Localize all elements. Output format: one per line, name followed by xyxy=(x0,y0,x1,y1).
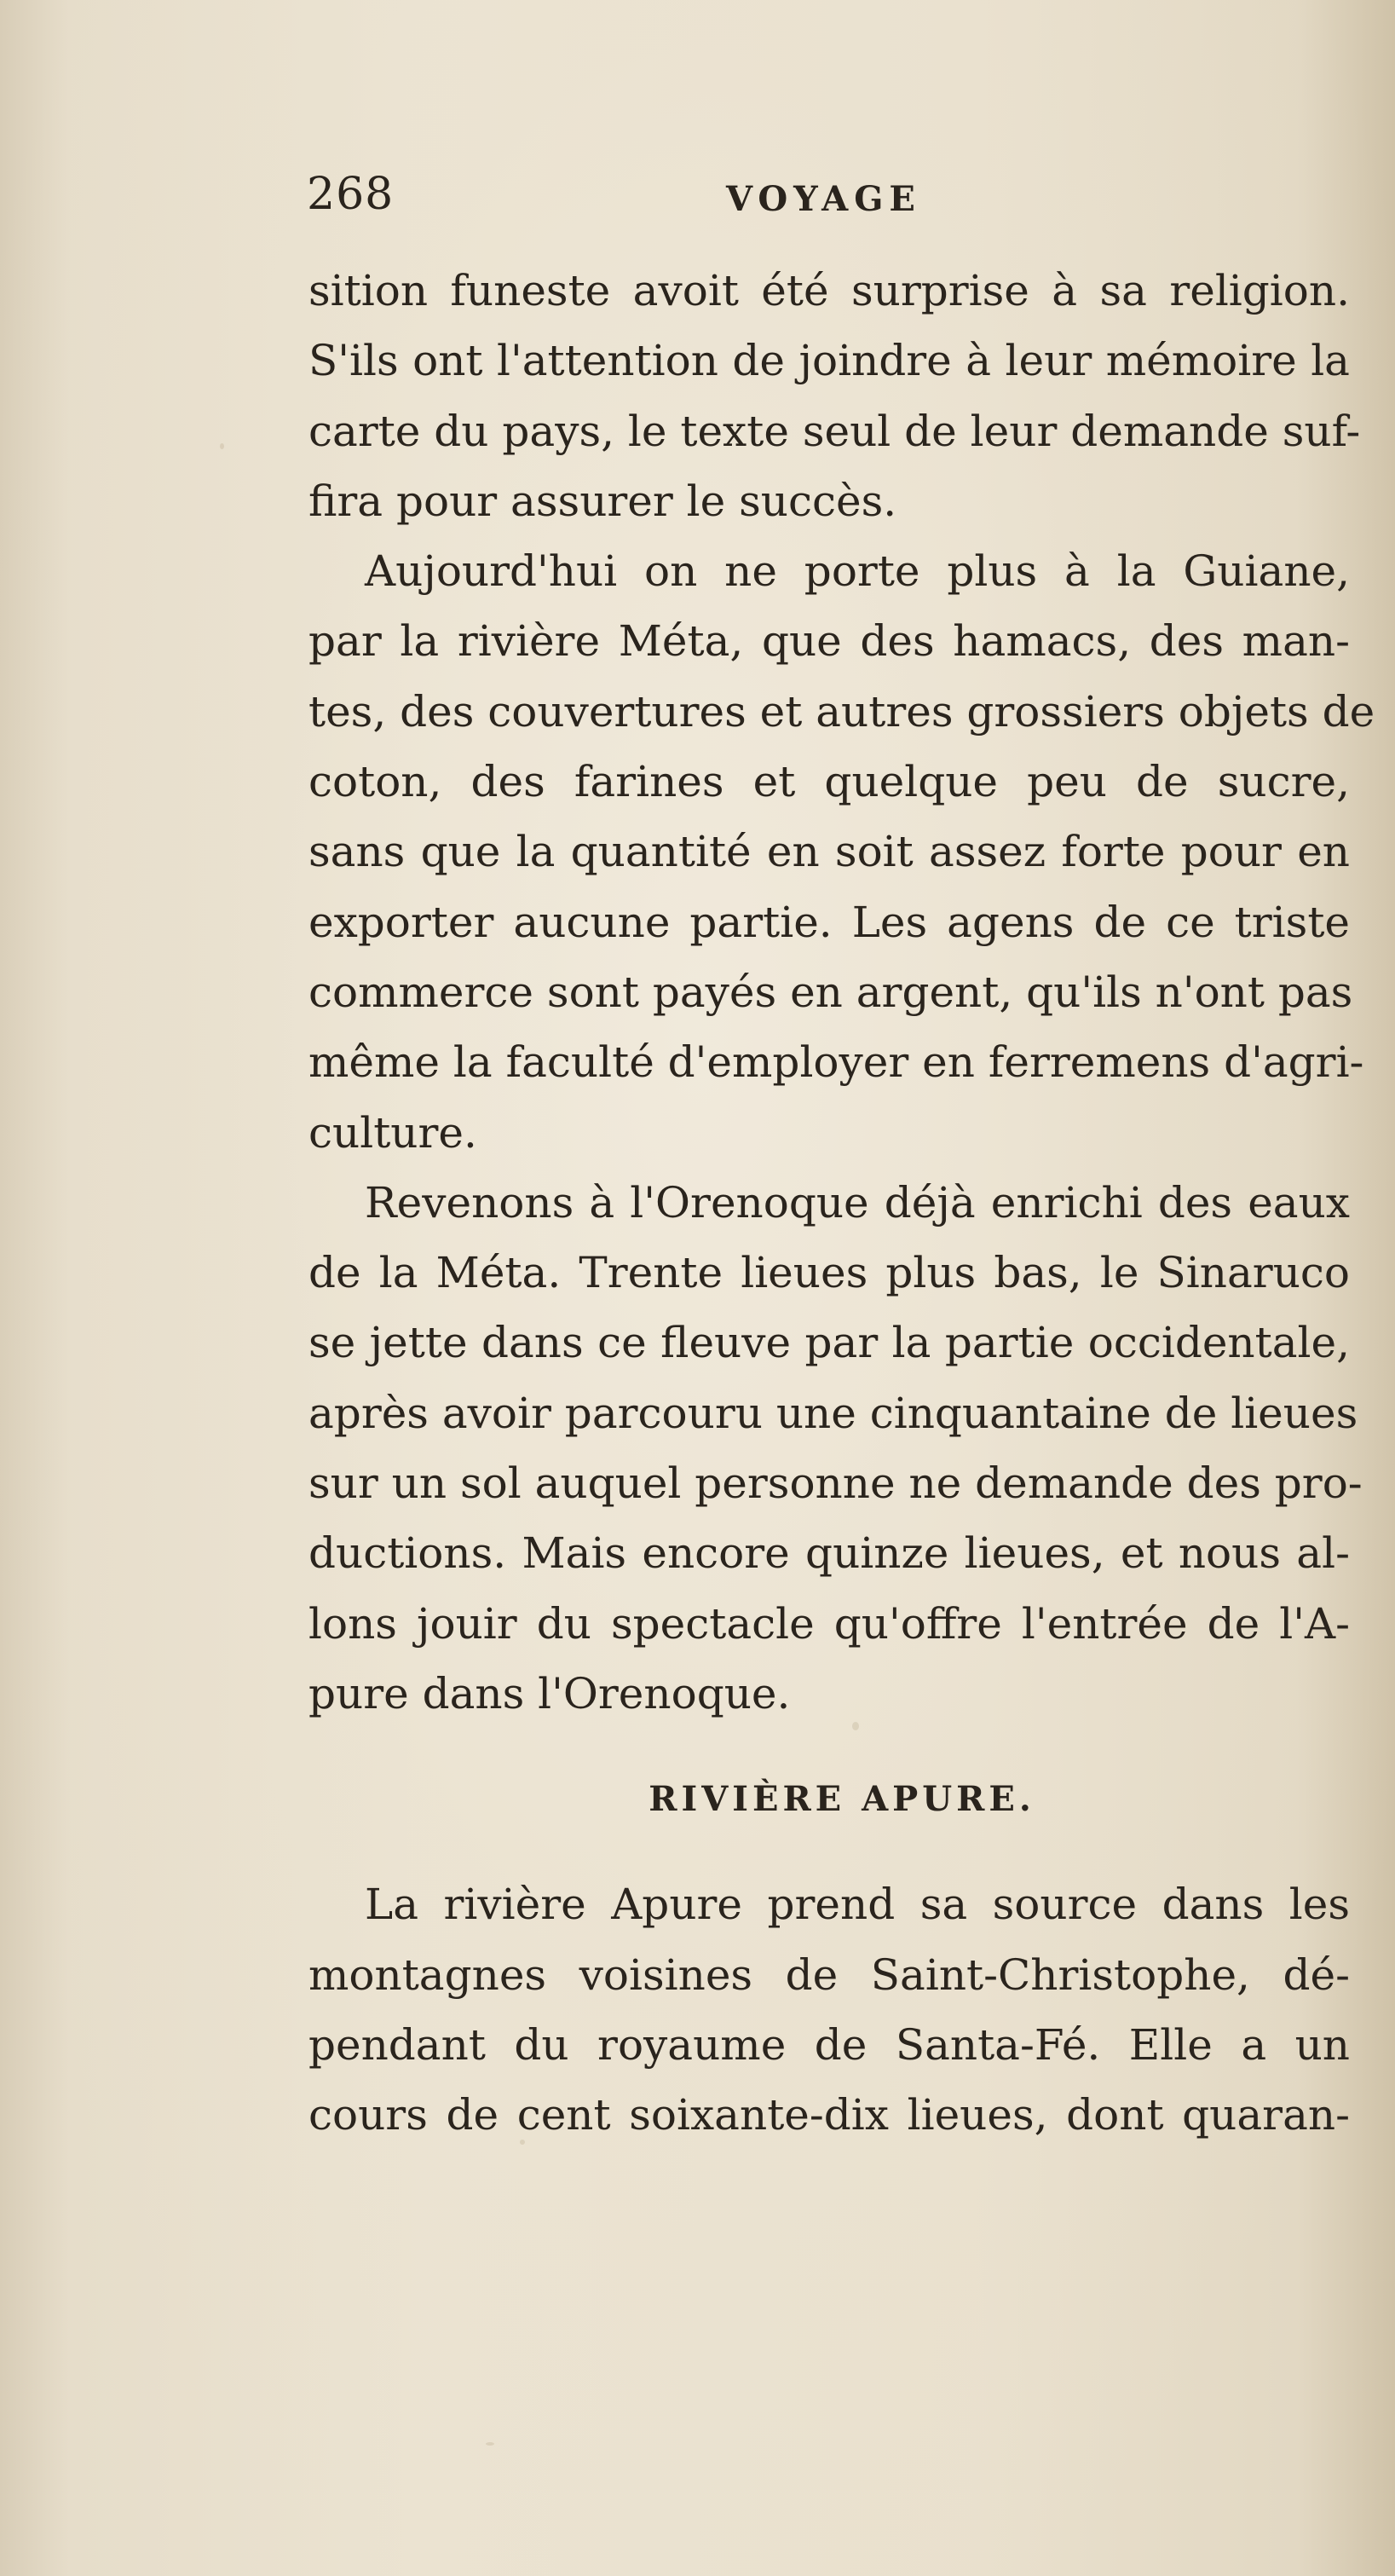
paragraph-4 xyxy=(308,1869,1350,2150)
text-line: sition funeste avoit été surprise à sa religion. xyxy=(308,266,1350,315)
text-line: même la faculté d'employer en ferremens d'agri- xyxy=(308,1037,1364,1088)
foxing-spot xyxy=(486,2442,494,2446)
paragraph-1 xyxy=(308,256,1361,536)
text-line: commerce sont payés en argent, qu'ils n'ont pas xyxy=(308,967,1353,1017)
text-line: de la Méta. Trente lieues plus bas, le Sinaruco xyxy=(308,1248,1350,1298)
text-line: sur un sol auquel personne ne demande des pro- xyxy=(308,1458,1363,1509)
text-line: sans que la quantité en soit assez forte pour en xyxy=(308,827,1350,877)
page-number: 268 xyxy=(307,169,395,220)
body-text xyxy=(308,256,1375,2150)
text-line: S'ils ont l'attention de joindre à leur mémoire la xyxy=(308,336,1350,386)
paragraph-3 xyxy=(308,1168,1363,1729)
foxing-spot xyxy=(220,443,224,449)
text-line: se jette dans ce fleuve par la partie occidentale, xyxy=(308,1318,1350,1368)
paragraph-2 xyxy=(308,536,1375,1168)
page-header xyxy=(307,169,1329,228)
text-line: pure dans l'Orenoque. xyxy=(308,1668,791,1718)
text-line: lons jouir du spectacle qu'offre l'entrée de l'A- xyxy=(308,1598,1350,1649)
text-line: cours de cent soixante-dix lieues, dont quaran- xyxy=(308,2090,1350,2140)
text-line: Revenons à l'Orenoque déjà enrichi des eaux xyxy=(365,1177,1350,1227)
text-line: pendant du royaume de Santa-Fé. Elle a un xyxy=(308,2019,1350,2070)
section-title: RIVIÈRE APURE. xyxy=(649,1779,1035,1820)
text-line: Aujourd'hui on ne porte plus à la Guiane, xyxy=(365,546,1350,597)
text-line: coton, des farines et quelque peu de sucre, xyxy=(308,757,1350,807)
text-line: culture. xyxy=(308,1107,477,1158)
text-line: tes, des couvertures et autres grossiers objets de xyxy=(308,686,1375,736)
text-line: ductions. Mais encore quinze lieues, et nous al- xyxy=(308,1528,1350,1579)
text-line: montagnes voisines de Saint-Christophe, dé- xyxy=(308,1949,1350,2000)
text-line: fira pour assurer le succès. xyxy=(308,476,897,526)
text-line: La rivière Apure prend sa source dans les xyxy=(365,1880,1350,1930)
text-line: après avoir parcouru une cinquantaine de lieues xyxy=(308,1388,1358,1438)
text-line: carte du pays, le texte seul de leur demande suf- xyxy=(308,406,1361,456)
text-line: exporter aucune partie. Les agens de ce triste xyxy=(308,897,1350,947)
running-head: VOYAGE xyxy=(726,179,921,219)
text-line: par la rivière Méta, que des hamacs, des man- xyxy=(308,616,1350,667)
